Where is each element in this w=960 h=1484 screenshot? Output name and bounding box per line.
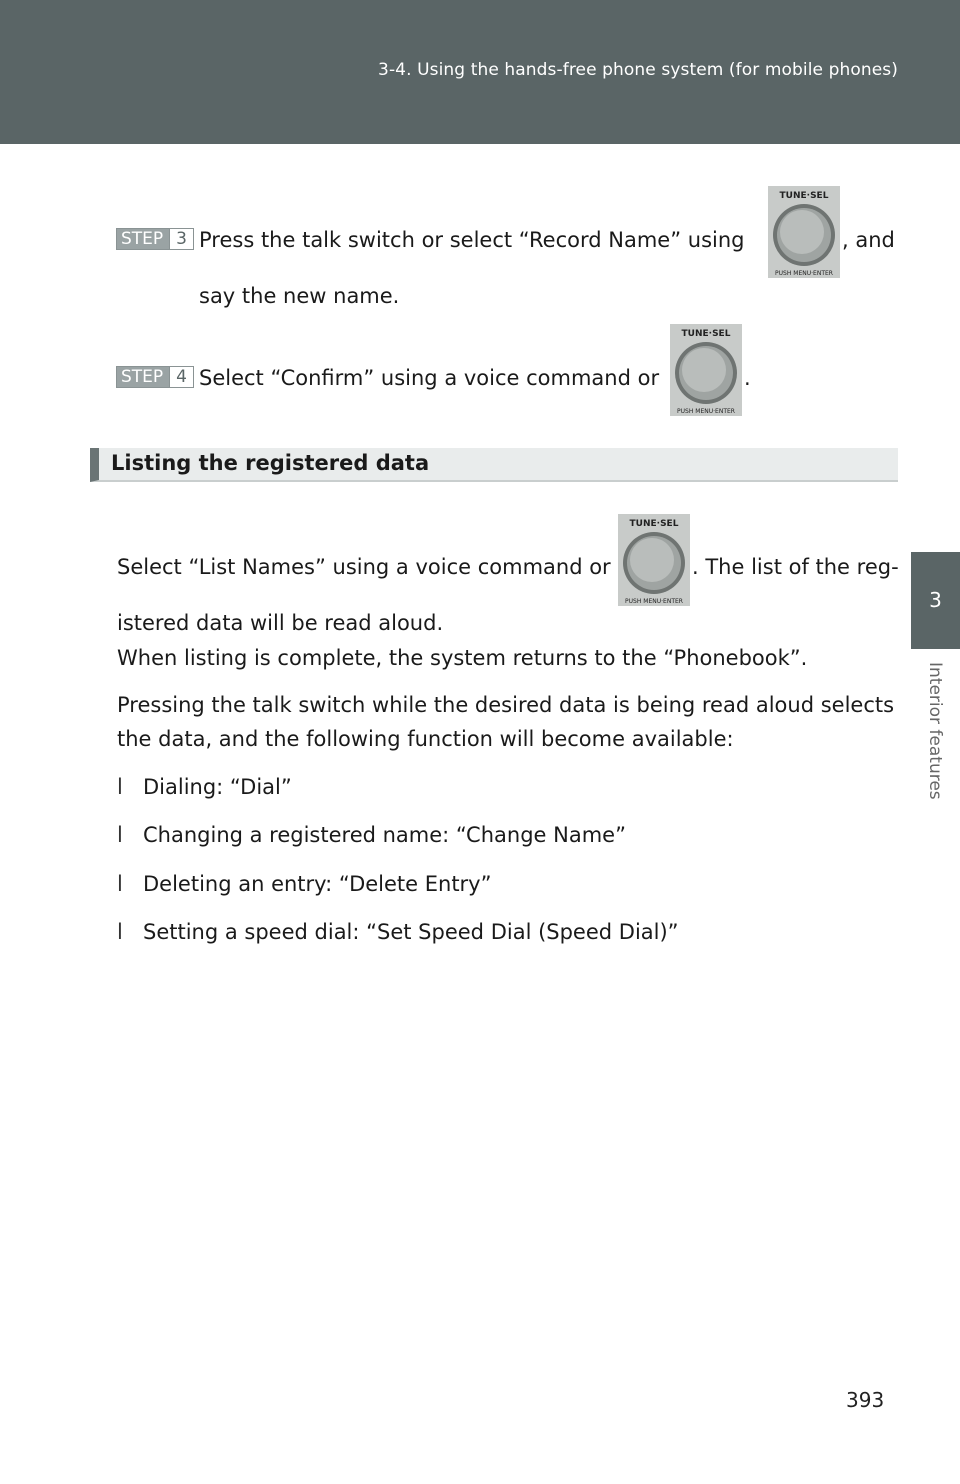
bullet-icon: l [117, 920, 123, 944]
knob-top-label: TUNE·SEL [629, 519, 679, 529]
paragraph-listing-complete: When listing is complete, the system returns to the “Phonebook”. [117, 646, 808, 670]
list-item [117, 870, 492, 898]
paragraph-list-names: Select “List Names” using a voice command or [117, 555, 611, 579]
knob-bottom-label: PUSH MENU·ENTER [775, 270, 833, 277]
step-3-text-end: , and [842, 228, 895, 252]
section-heading: Listing the registered data [111, 451, 430, 475]
page-number: 393 [846, 1388, 885, 1412]
list-item [117, 821, 626, 849]
step-4-text: Select “Confirm” using a voice command or [199, 366, 660, 390]
tune-sel-knob-icon [618, 514, 690, 606]
step-word: STEP [117, 367, 169, 387]
step-badge-4 [116, 366, 194, 388]
step-number: 4 [169, 367, 193, 387]
step-3-text: Press the talk switch or select “Record Name” using [199, 228, 745, 252]
paragraph-list-names-cont: . The list of the reg- [692, 555, 899, 579]
paragraph-pressing-talk-line2: the data, and the following function will become available: [117, 727, 734, 751]
knob-top-label: TUNE·SEL [681, 329, 731, 339]
knob-bottom-label: PUSH MENU·ENTER [677, 408, 735, 415]
list-item [117, 918, 679, 946]
list-item-text: Changing a registered name: “Change Name” [143, 823, 626, 847]
tune-sel-knob-icon [670, 324, 742, 416]
step-number: 3 [169, 229, 193, 249]
chapter-label-text: Interior features [925, 662, 945, 800]
header-title: 3-4. Using the hands-free phone system (for mobile phones) [378, 60, 898, 80]
section-heading-bar [90, 448, 898, 482]
knob-bottom-label: PUSH MENU·ENTER [625, 598, 683, 605]
list-item-text: Dialing: “Dial” [143, 775, 292, 799]
step-badge-3 [116, 228, 194, 250]
step-4-text-end: . [744, 366, 751, 390]
chapter-tab: 3 [911, 552, 960, 649]
knob-top-label: TUNE·SEL [779, 191, 829, 201]
bullet-icon: l [117, 872, 123, 896]
page-header [0, 0, 960, 144]
step-3-text-line2: say the new name. [199, 284, 400, 308]
paragraph-list-names-line2: istered data will be read aloud. [117, 611, 444, 635]
bullet-icon: l [117, 775, 123, 799]
list-item-text: Setting a speed dial: “Set Speed Dial (Speed Dial)” [143, 920, 679, 944]
chapter-label [918, 662, 952, 832]
bullet-icon: l [117, 823, 123, 847]
list-item-text: Deleting an entry: “Delete Entry” [143, 872, 492, 896]
list-item [117, 773, 292, 801]
paragraph-pressing-talk: Pressing the talk switch while the desired data is being read aloud selects [117, 693, 895, 717]
tune-sel-knob-icon [768, 186, 840, 278]
step-word: STEP [117, 229, 169, 249]
